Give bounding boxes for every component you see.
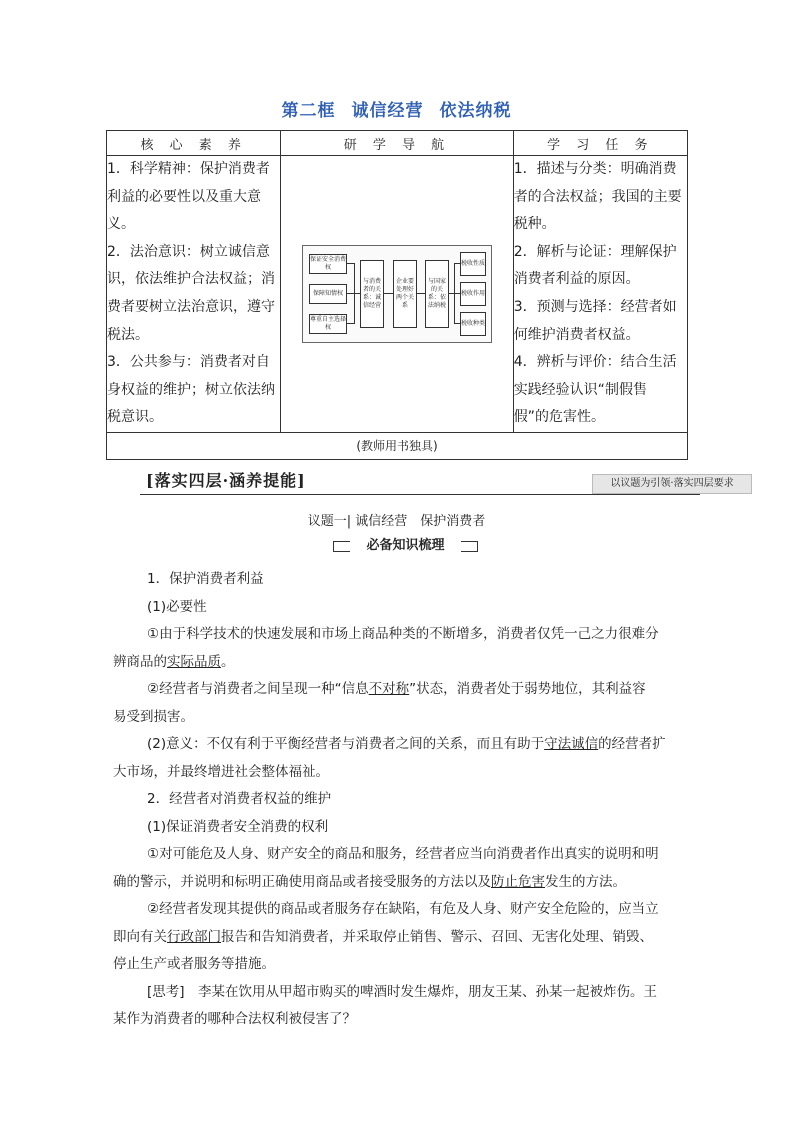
underlined-term: 行政部门 — [167, 928, 221, 945]
diagram-node: 尊重自主选择权 — [309, 314, 347, 334]
underlined-term: 不对称 — [368, 681, 410, 697]
paragraph-line: ①由于科学技术的快速发展和市场上商品种类的不断增多，消费者仅凭一己之力很难分 — [147, 626, 659, 642]
diagram-node: 与国家的关系：依法纳税 — [425, 260, 449, 328]
underlined-term: 防止危害 — [491, 873, 545, 890]
paragraph-line: 易受到损害。 — [113, 708, 194, 725]
diagram-node: 与消费者的关系：诚信经营 — [360, 260, 384, 328]
paragraph-line: 辨商品的实际品质。 — [113, 653, 235, 670]
diagram-node: 企业要处理好两个关系 — [393, 260, 417, 328]
diagram-node: 税收种类 — [460, 312, 486, 336]
diagram-node: 税收作用 — [460, 282, 486, 306]
underlined-term: 实际品质 — [167, 653, 221, 670]
paragraph-line: 停止生产或者服务等措施。 — [113, 956, 275, 972]
paragraph-line: ①对可能危及人身、财产安全的商品和服务，经营者应当向消费者作出真实的说明和明 — [147, 846, 659, 862]
paragraph-line: 即向有关行政部门报告和告知消费者，并采取停止销售、警示、召回、无害化处理、销毁、 — [113, 928, 653, 945]
paragraph-line: ②经营者发现其提供的商品或者服务存在缺陷，有危及人身、财产安全危险的，应当立 — [147, 901, 659, 917]
subheading: (1)必要性 — [147, 598, 207, 615]
diagram-node: 保证安全消费权 — [309, 254, 347, 274]
study-guide-cell — [281, 156, 513, 433]
diagram-node: 保障知情权 — [309, 284, 347, 304]
paragraph-line: ②经营者与消费者之间呈现一种“信息不对称”状态，消费者处于弱势地位，其利益容 — [147, 681, 646, 697]
mind-map-diagram — [302, 245, 492, 343]
think-question: [思考] 李某在饮用从甲超市购买的啤酒时发生爆炸，朋友王某、孙某一起被炸伤。王 — [147, 983, 658, 1000]
teacher-note: (教师用书独具) — [107, 432, 688, 459]
topic-title: 议题一| 诚信经营 保护消费者 — [307, 514, 486, 529]
section-heading: [落实四层·涵养提能] — [146, 471, 306, 490]
section-tag: 以议题为引领·落实四层要求 — [592, 474, 752, 494]
paragraph-line: (2)意义：不仅有利于平衡经营者与消费者之间的关系，而且有助于守法诚信的经营者扩 — [147, 736, 666, 752]
header-core-literacy: 核 心 素 养 — [107, 131, 281, 156]
diagram-node: 税收性质 — [460, 252, 486, 276]
paragraph-line: 大市场，并最终增进社会整体福祉。 — [113, 763, 329, 780]
overview-table — [106, 130, 688, 460]
header-study-guide: 研 学 导 航 — [281, 131, 513, 156]
page-title: 第二框 诚信经营 依法纳税 — [281, 101, 512, 121]
subheading: (1)保证消费者安全消费的权利 — [147, 818, 329, 835]
knowledge-label: 必备知识梳理 — [333, 537, 478, 555]
heading-1: 1．保护消费者利益 — [147, 571, 264, 587]
core-literacy-cell: 1．科学精神：保护消费者 利益的必要性以及重大意 义。 2．法治意识：树立诚信意 识，依法维护合法权益；消 费者要树立法治意识，遵守 税法。 3．公共参与：消费者对自 身权益的维护；树立依法纳 税意识。 — [107, 156, 281, 433]
heading-2: 2．经营者对消费者权益的维护 — [147, 791, 332, 807]
think-question: 某作为消费者的哪种合法权利被侵害了？ — [113, 1011, 356, 1027]
learning-tasks-cell: 1．描述与分类：明确消费 者的合法权益；我国的主要 税种。 2．解析与论证：理解保护 消费者利益的原因。 3．预测与选择：经营者如 何维护消费者权益。 4．辨析与评价：结合生活 实践经验认识“制假售 假”的危害性。 — [513, 156, 687, 433]
paragraph-line: 确的警示，并说明和标明正确使用商品或者接受服务的方法以及防止危害发生的方法。 — [113, 873, 626, 890]
section-divider — [140, 494, 700, 495]
underlined-term: 守法诚信 — [544, 736, 599, 752]
body-content — [113, 566, 685, 1034]
header-learning-tasks: 学 习 任 务 — [513, 131, 687, 156]
